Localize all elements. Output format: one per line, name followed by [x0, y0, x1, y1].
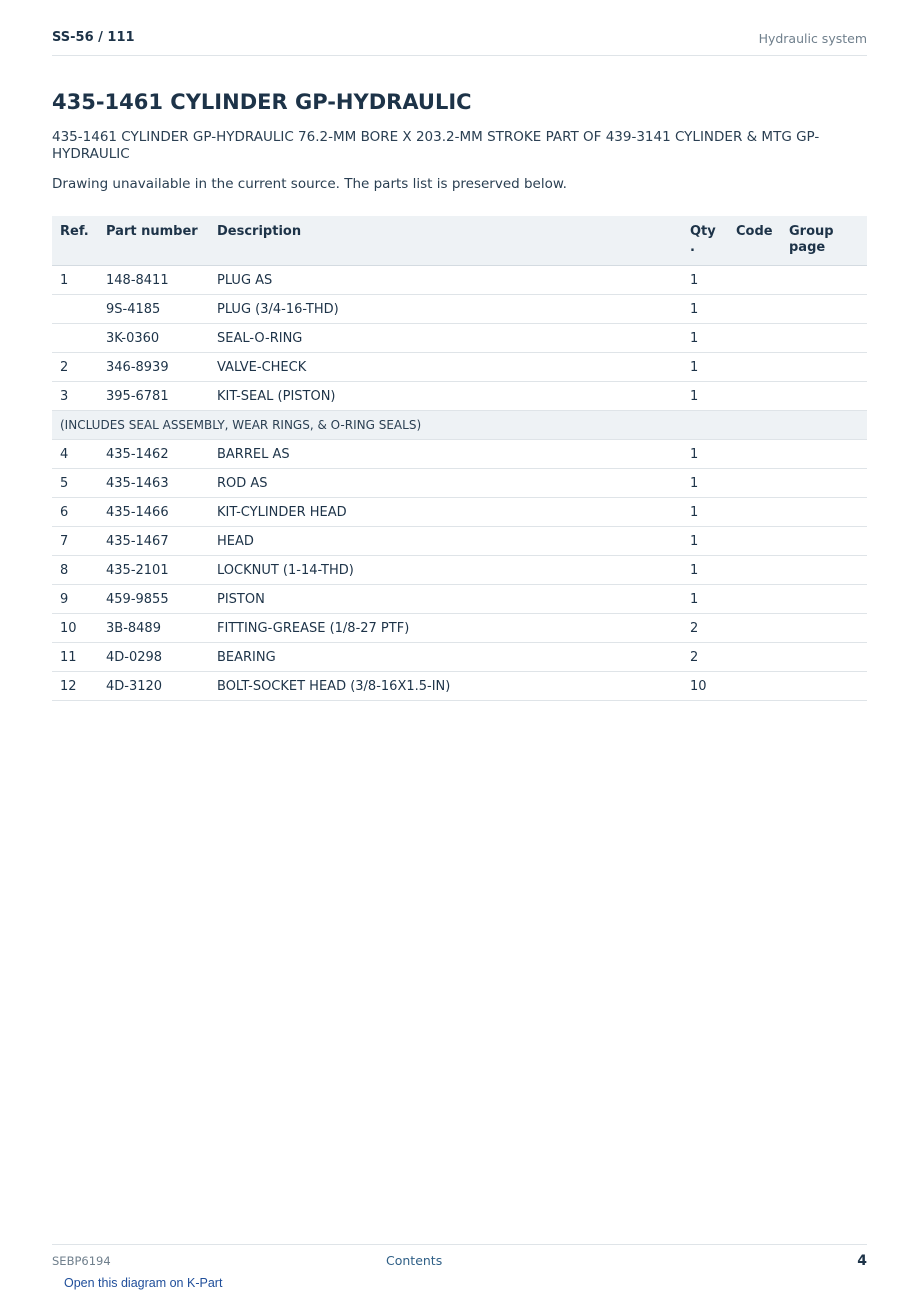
description-cell: BOLT-SOCKET HEAD (3/8-16X1.5-IN)	[209, 672, 682, 701]
group-page-cell	[781, 527, 867, 556]
table-row	[52, 324, 867, 353]
part-number-cell: 3B-8489	[98, 614, 209, 643]
table-row	[52, 469, 867, 498]
code-cell	[728, 469, 781, 498]
group-page-cell	[781, 353, 867, 382]
group-page-cell	[781, 469, 867, 498]
group-page-cell	[781, 556, 867, 585]
header-code: Code	[728, 216, 781, 266]
ref-cell: 11	[52, 643, 98, 672]
qty-cell: 2	[682, 614, 728, 643]
qty-cell: 1	[682, 527, 728, 556]
description-cell: BEARING	[209, 643, 682, 672]
group-page-cell	[781, 324, 867, 353]
table-row	[52, 556, 867, 585]
part-number-cell: 9S-4185	[98, 295, 209, 324]
ref-cell: 1	[52, 266, 98, 295]
part-number-cell: 148-8411	[98, 266, 209, 295]
ref-cell: 7	[52, 527, 98, 556]
description-cell: KIT-SEAL (PISTON)	[209, 382, 682, 411]
ref-cell	[52, 324, 98, 353]
group-page-cell	[781, 585, 867, 614]
table-row	[52, 440, 867, 469]
table-row	[52, 498, 867, 527]
qty-cell: 1	[682, 295, 728, 324]
ref-cell: 3	[52, 382, 98, 411]
ref-cell: 5	[52, 469, 98, 498]
qty-cell: 1	[682, 440, 728, 469]
code-cell	[728, 527, 781, 556]
header-description: Description	[209, 216, 682, 266]
parts-table-header-row	[52, 216, 867, 266]
description-cell: SEAL-O-RING	[209, 324, 682, 353]
qty-cell: 1	[682, 498, 728, 527]
document-number: SEBP6194	[52, 1254, 111, 1268]
code-cell	[728, 353, 781, 382]
group-page-cell	[781, 498, 867, 527]
code-cell	[728, 585, 781, 614]
ref-cell: 2	[52, 353, 98, 382]
part-number-cell: 435-2101	[98, 556, 209, 585]
group-page-cell	[781, 614, 867, 643]
description-cell: PISTON	[209, 585, 682, 614]
note-cell: (INCLUDES SEAL ASSEMBLY, WEAR RINGS, & O-RING SEALS)	[52, 411, 867, 440]
code-cell	[728, 556, 781, 585]
qty-cell: 1	[682, 469, 728, 498]
ref-cell	[52, 295, 98, 324]
table-row	[52, 353, 867, 382]
part-number-cell: 4D-0298	[98, 643, 209, 672]
table-note-row	[52, 411, 867, 440]
table-row	[52, 266, 867, 295]
section-name: Hydraulic system	[758, 31, 867, 46]
ref-cell: 10	[52, 614, 98, 643]
table-row	[52, 614, 867, 643]
part-number-cell: 459-9855	[98, 585, 209, 614]
code-cell	[728, 382, 781, 411]
ref-cell: 6	[52, 498, 98, 527]
group-page-cell	[781, 295, 867, 324]
qty-cell: 1	[682, 585, 728, 614]
description-cell: LOCKNUT (1-14-THD)	[209, 556, 682, 585]
assembly-description: 435-1461 CYLINDER GP-HYDRAULIC 76.2-MM BORE X 203.2-MM STROKE PART OF 439-3141 CYLINDER & MTG GP-HYDRAULIC	[52, 129, 820, 162]
code-cell	[728, 614, 781, 643]
group-page-cell	[781, 266, 867, 295]
part-number-cell: 346-8939	[98, 353, 209, 382]
table-row	[52, 672, 867, 701]
qty-cell: 1	[682, 266, 728, 295]
description-cell: HEAD	[209, 527, 682, 556]
description-cell: ROD AS	[209, 469, 682, 498]
parts-table	[52, 216, 867, 701]
part-number-cell: 435-1467	[98, 527, 209, 556]
table-row	[52, 295, 867, 324]
ref-cell: 8	[52, 556, 98, 585]
code-cell	[728, 672, 781, 701]
parts-table-body	[52, 266, 867, 701]
header-part-number: Part number	[98, 216, 209, 266]
drawing-unavailable-note: Drawing unavailable in the current source. The parts list is preserved below.	[52, 176, 567, 192]
qty-cell: 10	[682, 672, 728, 701]
header-ref: Ref.	[52, 216, 98, 266]
qty-cell: 1	[682, 556, 728, 585]
description-cell: PLUG (3/4-16-THD)	[209, 295, 682, 324]
description-cell: KIT-CYLINDER HEAD	[209, 498, 682, 527]
description-cell: FITTING-GREASE (1/8-27 PTF)	[209, 614, 682, 643]
code-cell	[728, 324, 781, 353]
page-footer	[52, 1244, 867, 1275]
header-group-page: Group page	[781, 216, 867, 266]
code-cell	[728, 498, 781, 527]
group-page-cell	[781, 382, 867, 411]
ref-cell: 9	[52, 585, 98, 614]
qty-cell: 1	[682, 324, 728, 353]
table-row	[52, 527, 867, 556]
description-cell: BARREL AS	[209, 440, 682, 469]
table-row	[52, 585, 867, 614]
ref-cell: 12	[52, 672, 98, 701]
header-qty: Qty .	[682, 216, 728, 266]
part-number-cell: 435-1466	[98, 498, 209, 527]
qty-cell: 1	[682, 382, 728, 411]
part-number-cell: 4D-3120	[98, 672, 209, 701]
part-number-cell: 3K-0360	[98, 324, 209, 353]
code-cell	[728, 295, 781, 324]
part-number-cell: 395-6781	[98, 382, 209, 411]
group-page-cell	[781, 440, 867, 469]
description-cell: PLUG AS	[209, 266, 682, 295]
table-row	[52, 643, 867, 672]
page-reference: SS-56 / 111	[52, 30, 135, 45]
group-page-cell	[781, 672, 867, 701]
group-page-cell	[781, 643, 867, 672]
page-header	[52, 28, 867, 56]
description-cell: VALVE-CHECK	[209, 353, 682, 382]
ref-cell: 4	[52, 440, 98, 469]
code-cell	[728, 266, 781, 295]
kpart-diagram-link[interactable]: Open this diagram on K-Part	[64, 1276, 223, 1290]
contents-link[interactable]: Contents	[386, 1253, 443, 1268]
code-cell	[728, 643, 781, 672]
table-row	[52, 382, 867, 411]
part-number-cell: 435-1463	[98, 469, 209, 498]
part-number-cell: 435-1462	[98, 440, 209, 469]
qty-cell: 2	[682, 643, 728, 672]
page-number: 4	[857, 1253, 867, 1269]
page-title: 435-1461 CYLINDER GP-HYDRAULIC	[52, 90, 472, 114]
qty-cell: 1	[682, 353, 728, 382]
code-cell	[728, 440, 781, 469]
